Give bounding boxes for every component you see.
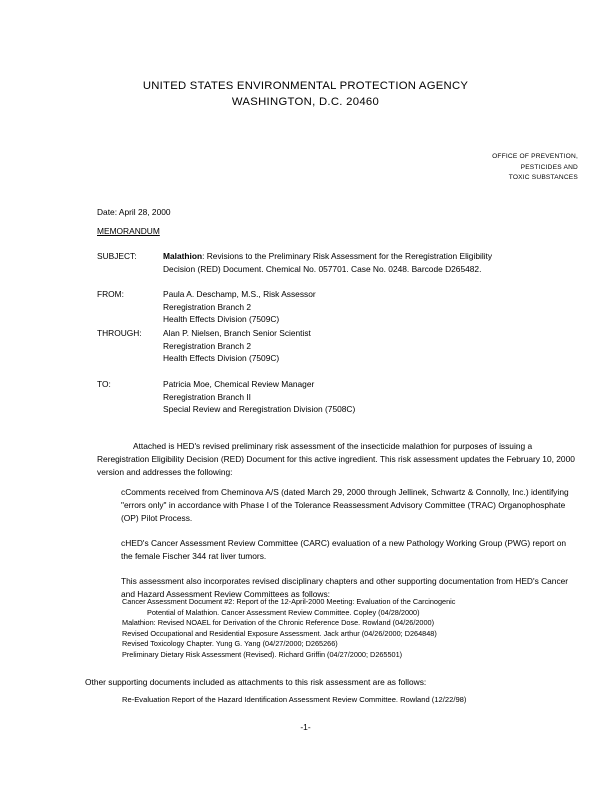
doc-2-line-1: Malathion: Revised NOAEL for Derivation of the Chronic Reference Dose. Rowland (04/26/2000) <box>122 618 435 628</box>
agency-location: WASHINGTON, D.C. 20460 <box>231 96 380 108</box>
subject-label: SUBJECT: <box>97 251 137 261</box>
through-value <box>163 327 577 365</box>
through-line-3: Health Effects Division (7509C) <box>163 353 280 364</box>
doc-3-line-1: Revised Occupational and Residential Exposure Assessment. Jack arthur (04/26/2000; D264848) <box>122 628 437 638</box>
to-line-1: Patricia Moe, Chemical Review Manager <box>163 379 315 389</box>
agency-name: UNITED STATES ENVIRONMENTAL PROTECTION AGENCY <box>142 80 469 92</box>
attachment-list <box>122 694 592 705</box>
through-line-1: Alan P. Nielsen, Branch Senior Scientist <box>163 328 311 338</box>
list-item <box>122 650 592 661</box>
subject-chemical-name: Malathion <box>163 251 203 261</box>
doc-4-line-1: Revised Toxicology Chapter. Yung G. Yang (04/27/2000; D265266) <box>122 639 338 649</box>
from-line-3: Health Effects Division (7509C) <box>163 314 280 325</box>
through-label: THROUGH: <box>97 328 142 338</box>
subject-value <box>163 250 577 275</box>
bullet-glyph-icon: c <box>121 487 126 498</box>
list-item <box>122 639 592 650</box>
paragraph-attached: Attached is HED's revised preliminary risk assessment of the insecticide malathion for purposes of issuing a Reregistration Eligibility Decision (RED) Document for this active ingredient. This risk assessment updates the February 10, 2000 version and addresses the following: <box>97 441 575 477</box>
from-line-1: Paula A. Deschamp, M.S., Risk Assessor <box>163 289 316 299</box>
memo-row-from <box>97 288 577 326</box>
from-line-2: Reregistration Branch 2 <box>163 301 251 312</box>
supporting-document-list <box>122 597 592 661</box>
memo-row-to <box>97 378 577 416</box>
office-line-3: TOXIC SUBSTANCES <box>508 174 578 181</box>
memo-date: Date: April 28, 2000 <box>97 207 171 217</box>
paragraph-incorporates: This assessment also incorporates revised disciplinary chapters and other supporting documentation from HED's Cancer and Hazard Assessment Review Committees as follows: <box>121 576 569 600</box>
to-value <box>163 378 577 416</box>
office-line-2: PESTICIDES AND <box>520 163 578 171</box>
bullet-2-text: HED's Cancer Assessment Review Committee (CARC) evaluation of a new Pathology Working Group (PWG) report on the female Fischer 344 rat liver tumors. <box>121 538 567 562</box>
list-item <box>122 629 592 640</box>
memo-row-through <box>97 327 577 365</box>
through-line-2: Reregistration Branch 2 <box>163 340 251 351</box>
page-number-footer: -1- <box>300 722 311 732</box>
office-block <box>492 152 578 184</box>
list-item <box>122 597 592 618</box>
doc-5-line-1: Preliminary Dietary Risk Assessment (Revised). Richard Griffin (04/27/2000; D265501) <box>122 649 403 659</box>
doc-1-line-2: Potential of Malathion. Cancer Assessment Review Committee. Copley (04/28/2000) <box>147 607 420 617</box>
memo-row-subject <box>97 250 577 275</box>
from-label: FROM: <box>97 289 124 299</box>
subject-line-2: Decision (RED) Document. Chemical No. 057701. Case No. 0248. Barcode D265482. <box>163 263 482 274</box>
bullet-glyph-icon: c <box>121 538 126 549</box>
list-item <box>122 618 592 629</box>
paragraph-other-documents: Other supporting documents included as attachments to this risk assessment are as follows: <box>85 677 427 688</box>
doc-1-line-1: Cancer Assessment Document #2: Report of the 12-April-2000 Meeting: Evaluation of the Carcinogenic <box>122 597 456 606</box>
agency-header <box>0 78 611 110</box>
bullet-1-text: Comments received from Cheminova A/S (dated March 29, 2000 through Jellinek, Schwartz & Connolly, Inc.) identifying "errors only" in accordance with Phase I of the Tolerance Reassessment Advisory Committee (TRAC) Organophosphate (OP) Pilot Process. <box>121 487 569 523</box>
to-label: TO: <box>97 379 111 389</box>
list-item: Re-Evaluation Report of the Hazard Identification Assessment Review Committee. Rowland (12/22/98) <box>122 695 467 704</box>
from-value <box>163 288 577 326</box>
office-line-1: OFFICE OF PREVENTION, <box>492 153 578 160</box>
to-line-2: Reregistration Branch II <box>163 391 251 402</box>
bullet-paragraph-comments <box>121 486 576 524</box>
bullet-paragraph-carc <box>121 537 576 562</box>
to-line-3: Special Review and Reregistration Division (7508C) <box>163 404 356 415</box>
subject-line-1-rest: : Revisions to the Preliminary Risk Assessment for the Reregistration Eligibility <box>202 251 493 261</box>
memorandum-heading: MEMORANDUM <box>97 226 160 236</box>
